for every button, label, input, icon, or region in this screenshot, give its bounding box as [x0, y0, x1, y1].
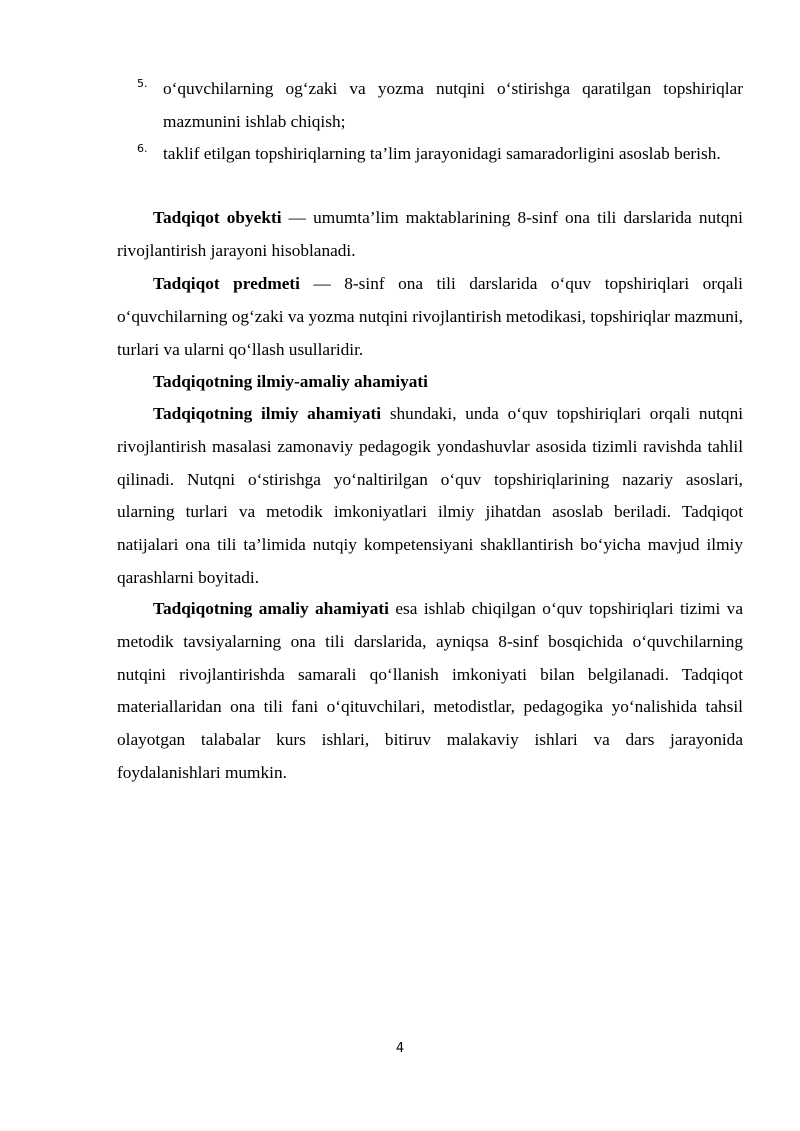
practical-significance-paragraph [117, 593, 743, 790]
list-item [137, 73, 743, 139]
practical-significance-term: Tadqiqotning amaliy ahamiyati [153, 599, 389, 618]
scientific-significance-paragraph [117, 398, 743, 595]
research-subject-paragraph [117, 268, 743, 366]
research-subject-term: Tadqiqot predmeti [153, 274, 300, 293]
list-number: 5. [137, 77, 148, 90]
research-object-term: Tadqiqot obyekti [153, 208, 282, 227]
list-item-text: taklif etilgan topshiriqlarning ta’lim jarayonidagi samaradorligini asoslab berish. [163, 144, 721, 163]
list-number: 6. [137, 142, 148, 155]
page-number: 4 [395, 1041, 405, 1056]
list-item-text: o‘quvchilarning og‘zaki va yozma nutqini o‘stirishga qaratilgan topshiriqlar mazmunini ishlab chiqish; [163, 79, 743, 131]
scientific-significance-term: Tadqiqotning ilmiy ahamiyati [153, 404, 382, 423]
research-object-text: — umumta’lim maktablarining 8-sinf ona tili darslarida nutqni rivojlantirish jarayoni hisoblanadi. [117, 208, 743, 260]
list-item [137, 138, 743, 171]
scientific-significance-text: shundaki, unda o‘quv topshiriqlari orqali nutqni rivojlantirish masalasi zamonaviy pedagogik yondashuvlar asosida tizimli ravishda tahlil qilinadi. Nutqni o‘stirishga yo‘naltirilgan o‘quv topshiriqlarining nazariy asoslari, ularning turlari va metodik imkoniyatlari ilmiy jihatdan asoslab beriladi. Tadqiqot natijalari ona tili ta’limida nutqiy kompetensiyani shakllantirish bo‘yicha mavjud ilmiy qarashlarni boyitadi. [117, 404, 744, 587]
section-heading [117, 366, 743, 399]
practical-significance-text: esa ishlab chiqilgan o‘quv topshiriqlari tizimi va metodik tavsiyalarning ona tili darslarida, ayniqsa 8-sinf bosqichida o‘quvchilarning nutqini rivojlantirishda samarali qo‘llanish imkoniyati bilan belgilanadi. Tadqiqot materiallaridan ona tili fani o‘qituvchilari, metodistlar, pedagogika yo‘nalishida tahsil olayotgan talabalar kurs ishlari, bitiruv malakaviy ishlari va dars jarayonida foydalanishlari mumkin. [117, 599, 743, 782]
research-object-paragraph [117, 202, 743, 268]
significance-heading: Tadqiqotning ilmiy-amaliy ahamiyati [153, 372, 428, 391]
research-subject-text: — 8-sinf ona tili darslarida o‘quv topshiriqlari orqali o‘quvchilarning og‘zaki va yozma nutqini rivojlantirish metodikasi, topshiriqlar mazmuni, turlari va ularni qo‘llash usullaridir. [117, 274, 743, 359]
